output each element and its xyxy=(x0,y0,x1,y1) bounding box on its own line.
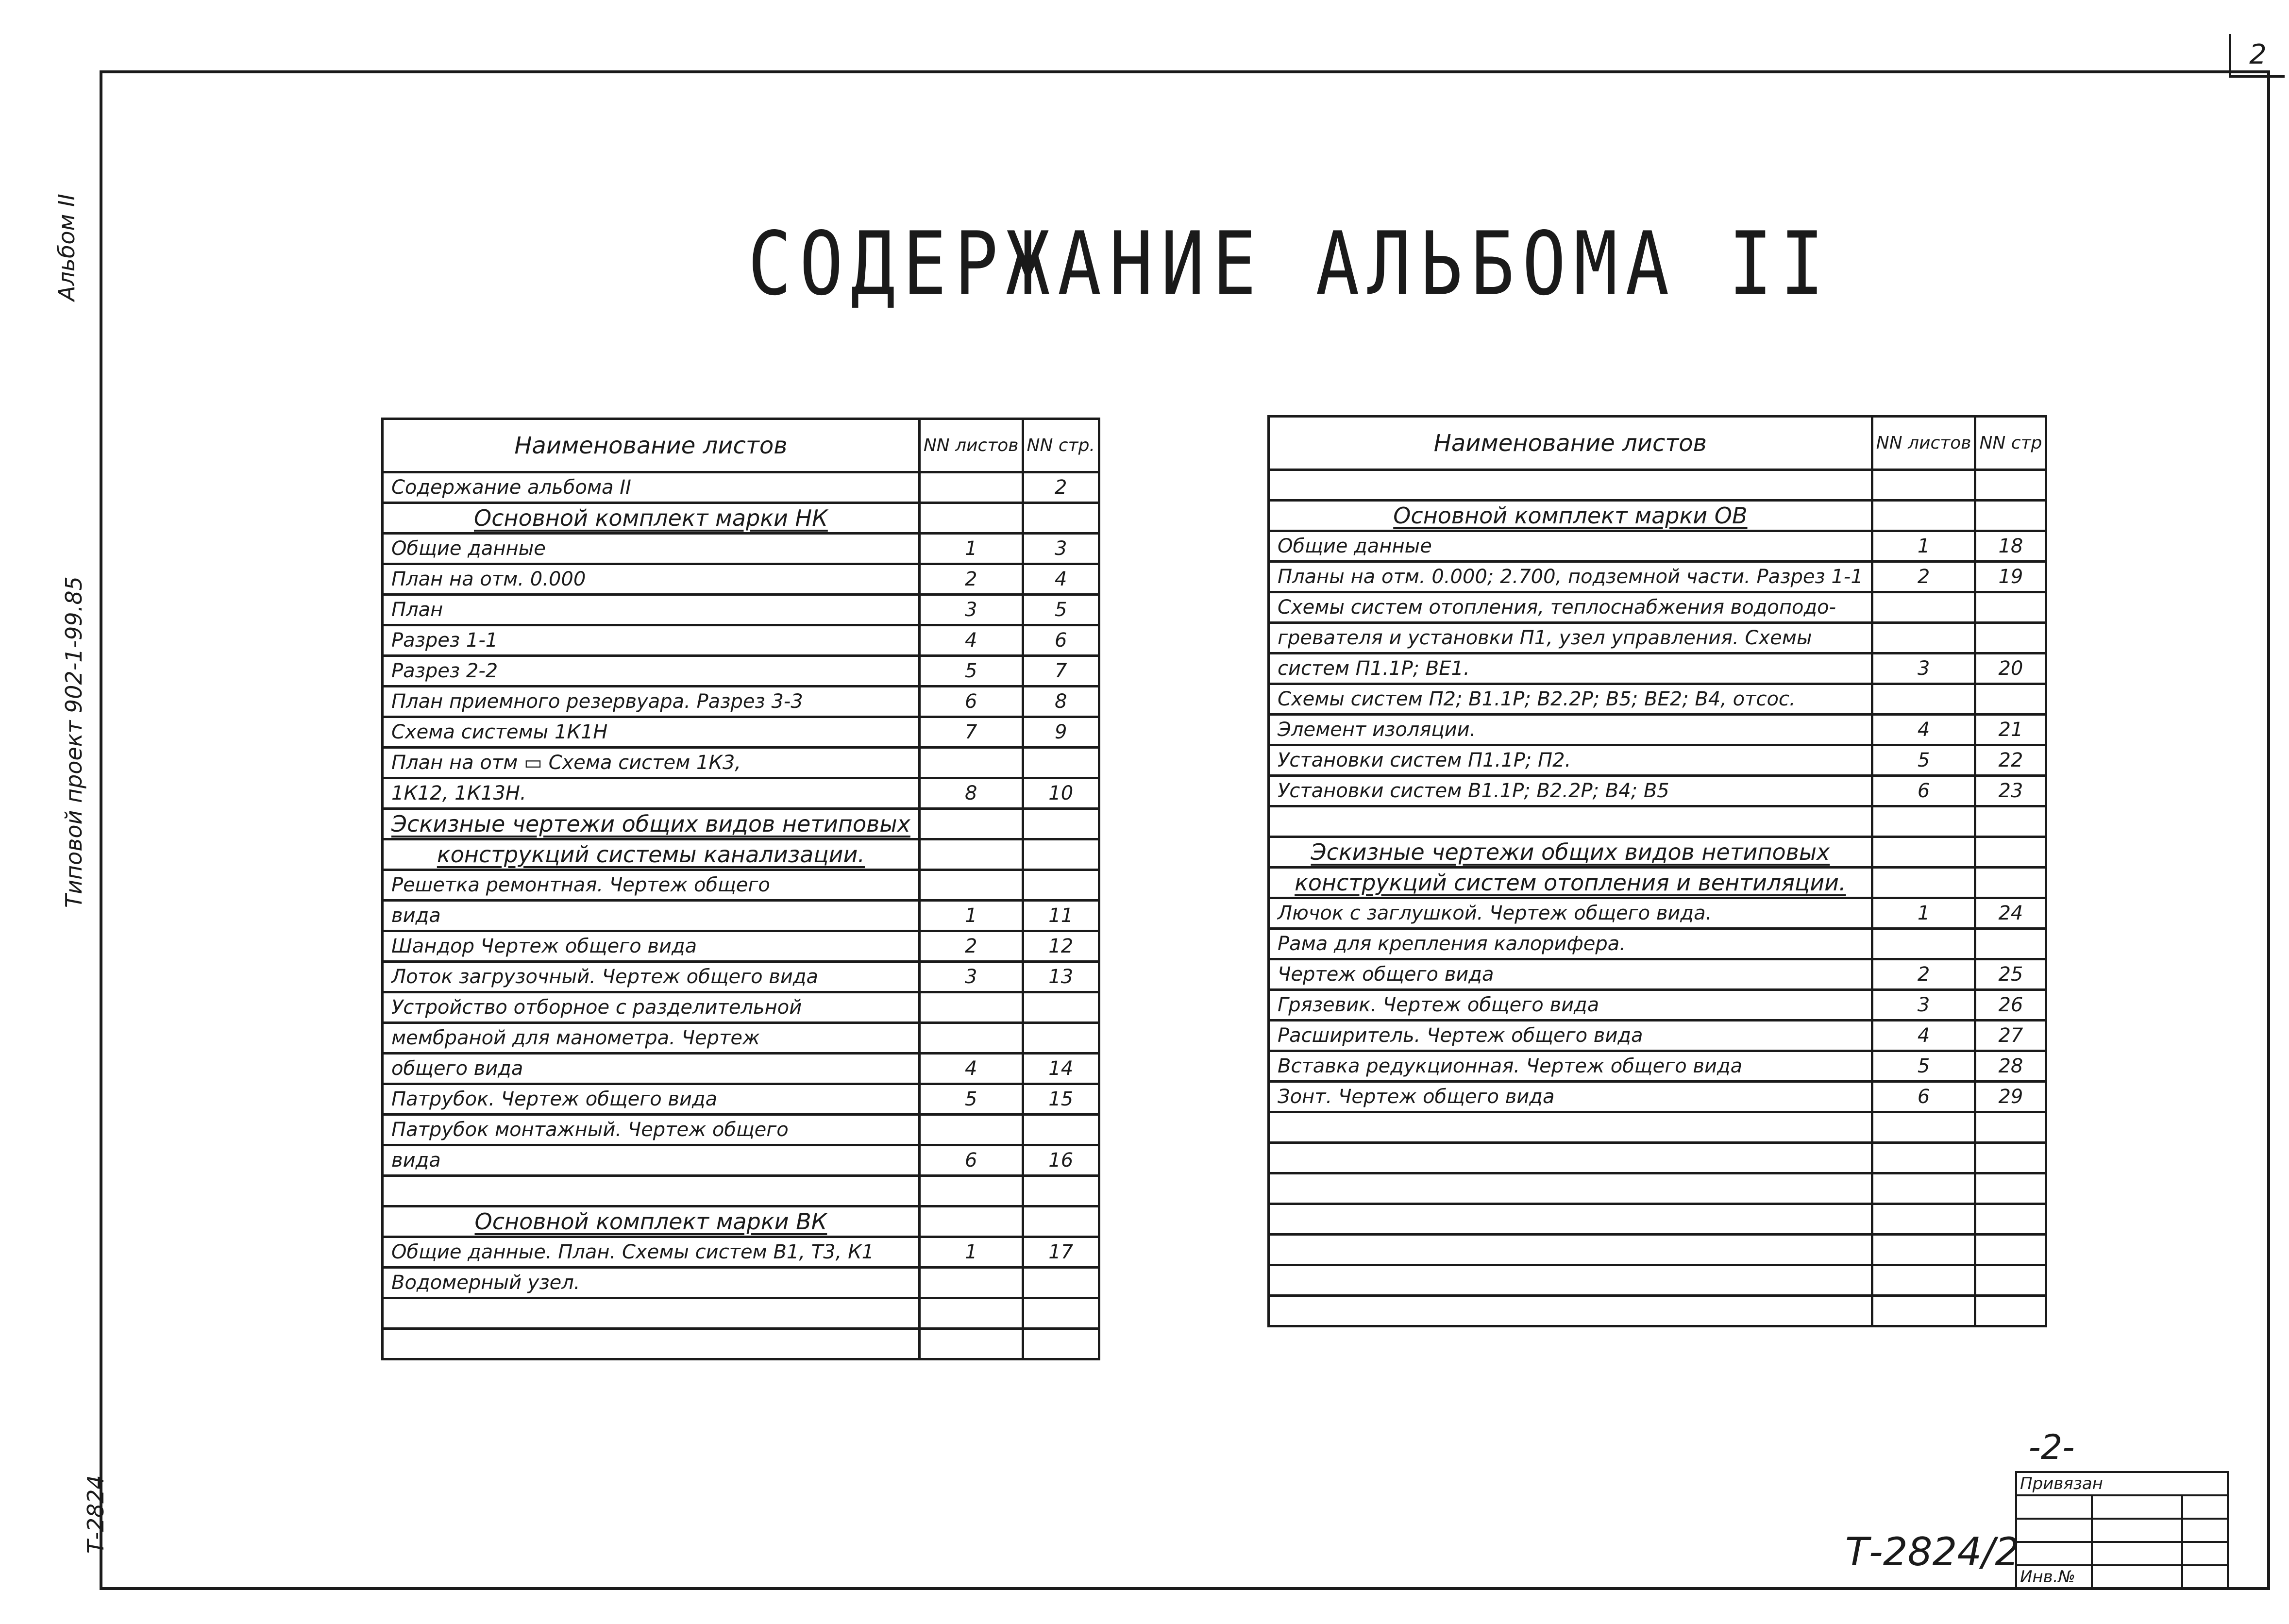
row-sheet xyxy=(919,748,1023,778)
row-page: 7 xyxy=(1023,656,1099,686)
table-row xyxy=(383,1084,1099,1115)
row-name: Лоток загрузочный. Чертеж общего вида xyxy=(383,962,920,992)
table-row xyxy=(383,839,1099,870)
table-row xyxy=(1269,1021,2046,1051)
table-row xyxy=(383,1115,1099,1145)
header-name: Наименование листов xyxy=(1269,417,1872,470)
row-sheet xyxy=(919,1176,1023,1206)
side-project-label: Типовой проект 902-1-99.85 xyxy=(61,576,87,908)
row-name xyxy=(1269,806,1872,837)
section-heading: конструкций систем отопления и вентиляции. xyxy=(1269,868,1872,898)
table-row xyxy=(383,992,1099,1023)
row-page xyxy=(1975,868,2046,898)
row-page: 12 xyxy=(1023,931,1099,962)
row-page: 27 xyxy=(1975,1021,2046,1051)
table-row xyxy=(383,778,1099,809)
row-name: Общие данные. План. Схемы систем В1, Т3, К1 xyxy=(383,1237,920,1268)
table-row xyxy=(383,1054,1099,1084)
sheet-code: Т-2824/2 xyxy=(1845,1529,2020,1574)
row-name xyxy=(1269,1173,1872,1204)
table-row xyxy=(383,534,1099,564)
row-page xyxy=(1975,1296,2046,1326)
row-name xyxy=(1269,1204,1872,1235)
row-name xyxy=(383,1298,920,1329)
row-page xyxy=(1975,1265,2046,1296)
header-sheets: NN листов xyxy=(919,419,1023,472)
row-name: Шандор Чертеж общего вида xyxy=(383,931,920,962)
row-page: 5 xyxy=(1023,595,1099,625)
row-page xyxy=(1975,501,2046,531)
row-sheet: 1 xyxy=(1872,531,1975,562)
row-name: Разрез 1-1 xyxy=(383,625,920,656)
row-name: Планы на отм. 0.000; 2.700, подземной части. Разрез 1-1 xyxy=(1269,562,1872,592)
row-page xyxy=(1023,503,1099,534)
row-name: Общие данные xyxy=(1269,531,1872,562)
row-sheet xyxy=(919,472,1023,503)
row-page: 23 xyxy=(1975,776,2046,806)
row-name: Патрубок. Чертеж общего вида xyxy=(383,1084,920,1115)
row-page xyxy=(1023,748,1099,778)
row-sheet xyxy=(1872,1112,1975,1143)
row-sheet: 5 xyxy=(919,1084,1023,1115)
table-row xyxy=(1269,1265,2046,1296)
bound-label: Привязан xyxy=(2016,1472,2228,1495)
table-row xyxy=(1269,806,2046,837)
section-heading: Эскизные чертежи общих видов нетиповых xyxy=(1269,837,1872,868)
row-page xyxy=(1975,470,2046,501)
section-heading: Эскизные чертежи общих видов нетиповых xyxy=(383,809,920,839)
row-sheet xyxy=(1872,1143,1975,1173)
row-page xyxy=(1023,870,1099,901)
row-sheet: 1 xyxy=(1872,898,1975,929)
row-name: 1К12, 1К13Н. xyxy=(383,778,920,809)
row-sheet: 5 xyxy=(1872,1051,1975,1082)
row-page: 20 xyxy=(1975,653,2046,684)
row-name: Рама для крепления калорифера. xyxy=(1269,929,1872,959)
row-page xyxy=(1975,837,2046,868)
row-sheet: 3 xyxy=(1872,653,1975,684)
side-code-label: Т-2824 xyxy=(83,1475,109,1554)
table-row xyxy=(1269,1173,2046,1204)
table-row xyxy=(383,962,1099,992)
row-page: 2 xyxy=(1023,472,1099,503)
table-row xyxy=(383,472,1099,503)
row-name: План на отм ▭ Схема систем 1К3, xyxy=(383,748,920,778)
row-sheet xyxy=(1872,1296,1975,1326)
row-name: Грязевик. Чертеж общего вида xyxy=(1269,990,1872,1021)
row-name: План xyxy=(383,595,920,625)
table-row xyxy=(383,503,1099,534)
row-page: 3 xyxy=(1023,534,1099,564)
row-name: Патрубок монтажный. Чертеж общего xyxy=(383,1115,920,1145)
row-page: 26 xyxy=(1975,990,2046,1021)
table-row xyxy=(1269,684,2046,715)
row-name: Чертеж общего вида xyxy=(1269,959,1872,990)
row-sheet xyxy=(1872,837,1975,868)
table-row xyxy=(383,809,1099,839)
row-name: Содержание альбома II xyxy=(383,472,920,503)
row-sheet xyxy=(919,1329,1023,1359)
row-name xyxy=(1269,1112,1872,1143)
row-name: систем П1.1Р; ВЕ1. xyxy=(1269,653,1872,684)
table-row xyxy=(383,1145,1099,1176)
row-name xyxy=(383,1176,920,1206)
row-sheet: 4 xyxy=(1872,1021,1975,1051)
table-row xyxy=(383,748,1099,778)
row-name: Расширитель. Чертеж общего вида xyxy=(1269,1021,1872,1051)
row-name: Общие данные xyxy=(383,534,920,564)
row-page: 11 xyxy=(1023,901,1099,931)
row-page: 19 xyxy=(1975,562,2046,592)
header-name: Наименование листов xyxy=(383,419,920,472)
row-sheet: 2 xyxy=(919,564,1023,595)
row-sheet xyxy=(919,1268,1023,1298)
section-heading: Основной комплект марки ВК xyxy=(383,1206,920,1237)
table-row xyxy=(1269,1082,2046,1112)
row-sheet xyxy=(919,839,1023,870)
table-row xyxy=(383,1206,1099,1237)
right-contents-table xyxy=(1267,415,2047,1327)
row-name: Вставка редукционная. Чертеж общего вида xyxy=(1269,1051,1872,1082)
row-page: 10 xyxy=(1023,778,1099,809)
row-name xyxy=(1269,1265,1872,1296)
row-sheet: 1 xyxy=(919,901,1023,931)
row-sheet: 3 xyxy=(919,962,1023,992)
row-sheet xyxy=(1872,470,1975,501)
row-sheet xyxy=(919,1115,1023,1145)
row-sheet xyxy=(1872,929,1975,959)
row-page xyxy=(1023,1268,1099,1298)
title-stamp xyxy=(2015,1471,2229,1588)
page-title: СОДЕРЖАНИЕ АЛЬБОМА II xyxy=(748,214,1832,315)
row-page: 28 xyxy=(1975,1051,2046,1082)
page-number-box: 2 xyxy=(2229,34,2285,78)
table-row xyxy=(1269,531,2046,562)
row-name: вида xyxy=(383,901,920,931)
table-row xyxy=(383,931,1099,962)
table-row xyxy=(1269,470,2046,501)
row-name xyxy=(383,1329,920,1359)
row-sheet xyxy=(919,1298,1023,1329)
row-name: Водомерный узел. xyxy=(383,1268,920,1298)
row-page xyxy=(1975,1143,2046,1173)
row-page xyxy=(1023,839,1099,870)
header-pages: NN стр. xyxy=(1023,419,1099,472)
row-name: Разрез 2-2 xyxy=(383,656,920,686)
section-heading: конструкций системы канализации. xyxy=(383,839,920,870)
row-sheet xyxy=(1872,592,1975,623)
row-page xyxy=(1023,992,1099,1023)
row-sheet: 1 xyxy=(919,1237,1023,1268)
row-name: Элемент изоляции. xyxy=(1269,715,1872,745)
row-page: 16 xyxy=(1023,1145,1099,1176)
row-page: 14 xyxy=(1023,1054,1099,1084)
row-sheet xyxy=(919,1023,1023,1054)
row-sheet: 4 xyxy=(919,1054,1023,1084)
row-name: Схемы систем отопления, теплоснабжения водоподо- xyxy=(1269,592,1872,623)
table-row xyxy=(1269,959,2046,990)
row-sheet: 2 xyxy=(1872,562,1975,592)
row-sheet xyxy=(1872,868,1975,898)
row-name: вида xyxy=(383,1145,920,1176)
row-sheet xyxy=(919,992,1023,1023)
section-heading: Основной комплект марки ОВ xyxy=(1269,501,1872,531)
row-page xyxy=(1975,684,2046,715)
table-row xyxy=(383,564,1099,595)
row-sheet: 4 xyxy=(919,625,1023,656)
row-name: Установки систем В1.1Р; В2.2Р; В4; В5 xyxy=(1269,776,1872,806)
table-row xyxy=(1269,776,2046,806)
row-page xyxy=(1023,1023,1099,1054)
row-name: План на отм. 0.000 xyxy=(383,564,920,595)
table-row xyxy=(1269,868,2046,898)
row-sheet: 4 xyxy=(1872,715,1975,745)
row-sheet: 3 xyxy=(919,595,1023,625)
row-page xyxy=(1975,1204,2046,1235)
row-page xyxy=(1975,1173,2046,1204)
row-page xyxy=(1023,1176,1099,1206)
row-name: Решетка ремонтная. Чертеж общего xyxy=(383,870,920,901)
row-sheet xyxy=(919,1206,1023,1237)
row-sheet xyxy=(1872,501,1975,531)
row-name: мембраной для манометра. Чертеж xyxy=(383,1023,920,1054)
row-sheet xyxy=(1872,623,1975,653)
table-row xyxy=(1269,1204,2046,1235)
table-row xyxy=(1269,1296,2046,1326)
row-name xyxy=(1269,1296,1872,1326)
row-sheet: 5 xyxy=(919,656,1023,686)
row-page xyxy=(1975,623,2046,653)
row-name xyxy=(1269,1143,1872,1173)
row-page: 15 xyxy=(1023,1084,1099,1115)
table-row xyxy=(383,901,1099,931)
row-name xyxy=(1269,470,1872,501)
row-sheet xyxy=(1872,1204,1975,1235)
left-contents-table xyxy=(381,418,1100,1360)
row-page xyxy=(1023,1206,1099,1237)
row-page: 6 xyxy=(1023,625,1099,656)
row-name: гревателя и установки П1, узел управления. Схемы xyxy=(1269,623,1872,653)
row-sheet xyxy=(1872,806,1975,837)
table-row xyxy=(1269,562,2046,592)
row-page xyxy=(1975,592,2046,623)
row-page xyxy=(1975,929,2046,959)
row-page: 22 xyxy=(1975,745,2046,776)
table-row xyxy=(383,1023,1099,1054)
row-name: Установки систем П1.1Р; П2. xyxy=(1269,745,1872,776)
row-page: 29 xyxy=(1975,1082,2046,1112)
row-name: Зонт. Чертеж общего вида xyxy=(1269,1082,1872,1112)
row-page: 18 xyxy=(1975,531,2046,562)
table-row xyxy=(383,870,1099,901)
row-sheet: 2 xyxy=(1872,959,1975,990)
table-row xyxy=(383,717,1099,748)
row-name: План приемного резервуара. Разрез 3-3 xyxy=(383,686,920,717)
table-row xyxy=(1269,990,2046,1021)
row-sheet: 1 xyxy=(919,534,1023,564)
row-name: общего вида xyxy=(383,1054,920,1084)
row-page xyxy=(1023,1329,1099,1359)
row-page: 17 xyxy=(1023,1237,1099,1268)
row-sheet xyxy=(1872,1235,1975,1265)
row-page: 9 xyxy=(1023,717,1099,748)
table-row xyxy=(383,656,1099,686)
section-heading: Основной комплект марки НК xyxy=(383,503,920,534)
row-page: 25 xyxy=(1975,959,2046,990)
table-header xyxy=(383,419,1099,472)
row-sheet: 5 xyxy=(1872,745,1975,776)
table-row xyxy=(1269,501,2046,531)
row-sheet: 8 xyxy=(919,778,1023,809)
row-page: 8 xyxy=(1023,686,1099,717)
table-row xyxy=(1269,653,2046,684)
table-row xyxy=(1269,623,2046,653)
row-page xyxy=(1975,806,2046,837)
row-page xyxy=(1023,1298,1099,1329)
row-page xyxy=(1975,1112,2046,1143)
table-row xyxy=(1269,1235,2046,1265)
header-sheets: NN листов xyxy=(1872,417,1975,470)
table-row xyxy=(1269,1143,2046,1173)
table-row xyxy=(1269,745,2046,776)
row-sheet xyxy=(919,870,1023,901)
table-row xyxy=(383,1329,1099,1359)
table-row xyxy=(383,686,1099,717)
row-sheet: 6 xyxy=(919,1145,1023,1176)
row-page: 24 xyxy=(1975,898,2046,929)
row-sheet: 2 xyxy=(919,931,1023,962)
table-row xyxy=(383,625,1099,656)
row-page: 4 xyxy=(1023,564,1099,595)
row-name xyxy=(1269,1235,1872,1265)
row-sheet xyxy=(919,503,1023,534)
table-row xyxy=(1269,837,2046,868)
table-row xyxy=(1269,898,2046,929)
table-row xyxy=(383,1237,1099,1268)
row-sheet xyxy=(919,809,1023,839)
table-row xyxy=(383,1176,1099,1206)
table-row xyxy=(383,1298,1099,1329)
row-name: Устройство отборное с разделительной xyxy=(383,992,920,1023)
row-sheet: 6 xyxy=(1872,1082,1975,1112)
row-sheet: 3 xyxy=(1872,990,1975,1021)
row-name: Лючок с заглушкой. Чертеж общего вида. xyxy=(1269,898,1872,929)
row-name: Схема системы 1К1Н xyxy=(383,717,920,748)
row-sheet: 6 xyxy=(1872,776,1975,806)
table-row xyxy=(1269,592,2046,623)
row-sheet xyxy=(1872,1265,1975,1296)
row-sheet xyxy=(1872,1173,1975,1204)
row-page xyxy=(1975,1235,2046,1265)
row-page xyxy=(1023,1115,1099,1145)
row-sheet xyxy=(1872,684,1975,715)
table-row xyxy=(383,1268,1099,1298)
inv-label: Инв.№ xyxy=(2016,1565,2092,1589)
table-row xyxy=(1269,1112,2046,1143)
table-row xyxy=(1269,1051,2046,1082)
row-page: 13 xyxy=(1023,962,1099,992)
side-album-label: Альбом II xyxy=(53,194,80,301)
row-page: 21 xyxy=(1975,715,2046,745)
table-row xyxy=(1269,929,2046,959)
header-pages: NN стр xyxy=(1975,417,2046,470)
row-sheet: 6 xyxy=(919,686,1023,717)
table-row xyxy=(1269,715,2046,745)
sheet-mark: -2- xyxy=(2028,1427,2075,1467)
row-page xyxy=(1023,809,1099,839)
row-sheet: 7 xyxy=(919,717,1023,748)
row-name: Схемы систем П2; В1.1Р; В2.2Р; В5; ВЕ2; В4, отсос. xyxy=(1269,684,1872,715)
table-row xyxy=(383,595,1099,625)
table-header xyxy=(1269,417,2046,470)
